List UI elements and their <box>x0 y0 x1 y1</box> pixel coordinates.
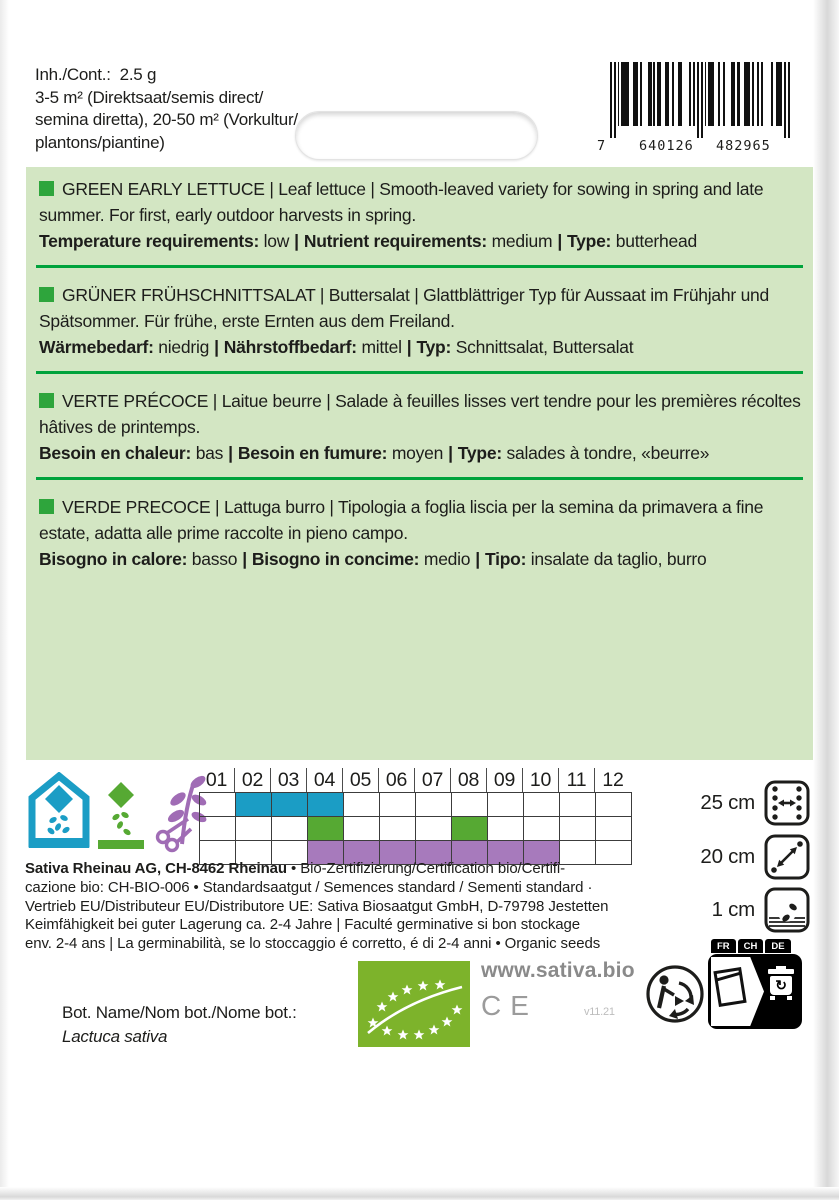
seed-packet-icon <box>713 967 746 1007</box>
calendar-cell-direct-sowing-10 <box>524 817 560 841</box>
ce-mark: CE <box>481 990 538 1021</box>
spec-label: Nährstoffbedarf: <box>223 337 357 357</box>
company-name: Sativa Rheinau AG, CH-8462 Rheinau <box>25 860 287 877</box>
description-text: VERDE PRECOCE | Lattuga burro | Tipologia a foglia liscia per la semina da primavera a fine estate, adatta alle prime raccolte in pieno campo. <box>39 497 764 543</box>
company-line: Vertrieb EU/Distributeur EU/Distributore UE: Sativa Biosaatgut GmbH, D-79798 Jestetten <box>25 897 609 915</box>
description-text: GRÜNER FRÜHSCHNITTSALAT | Buttersalat | Glattblättriger Typ für Aussaat im Frühjahr und Spätsommer. Für frühe, erste Ernten aus dem Freiland. <box>39 285 770 331</box>
botanical-label: Bot. Name/Nom bot./Nome bot.: <box>62 1003 297 1022</box>
spacing-label: 1 cm <box>711 898 755 921</box>
calendar-cell-indoor-sowing-03 <box>272 793 308 817</box>
spec-line <box>39 546 801 572</box>
description-text: GREEN EARLY LETTUCE | Leaf lettuce | Smooth-leaved variety for sowing in spring and late summer. For first, early outdoor harvests in spring. <box>39 179 764 225</box>
separator: | <box>475 549 480 569</box>
calendar-cell-direct-sowing-09 <box>488 817 524 841</box>
spec-label: Besoin en fumure: <box>237 443 388 463</box>
month-label: 12 <box>602 769 624 791</box>
spacing-row-25cm <box>640 780 810 826</box>
calendar-cell-direct-sowing-01 <box>200 817 236 841</box>
calendar-cell-indoor-sowing-09 <box>488 793 524 817</box>
spec-value: moyen <box>391 443 444 463</box>
green-square-bullet-icon <box>39 393 54 408</box>
calendar-cell-indoor-sowing-01 <box>200 793 236 817</box>
version-number: v11.21 <box>584 1006 615 1018</box>
spec-value: Schnittsalat, Buttersalat <box>455 337 634 357</box>
month-label: 11 <box>559 768 595 792</box>
photo-edge-right <box>813 0 839 1200</box>
month-label: 03 <box>271 768 307 792</box>
spec-value: low <box>263 231 290 251</box>
barcode-group2: 482965 <box>713 138 774 154</box>
contents-line: plantons/piantine) <box>35 132 165 152</box>
contents-line: 3-5 m² (Direktsaat/semis direct/ <box>35 87 264 107</box>
spec-value: insalate da taglio, burro <box>530 549 707 569</box>
spec-label: Bisogno in calore: <box>39 549 188 569</box>
month-label: 07 <box>415 768 451 792</box>
spec-label: Besoin en chaleur: <box>39 443 192 463</box>
company-line: env. 2-4 ans | La germinabilità, se lo stoccaggio é corretto, é di 2-4 anni • Organic seeds <box>25 935 601 953</box>
calendar-cell-indoor-sowing-10 <box>524 793 560 817</box>
month-label: 08 <box>451 768 487 792</box>
spec-line <box>39 334 801 360</box>
spec-value: butterhead <box>615 231 697 251</box>
calendar-cell-direct-sowing-06 <box>380 817 416 841</box>
sowing-calendar <box>199 768 632 865</box>
calendar-cell-direct-sowing-03 <box>272 817 308 841</box>
spec-value: salades à tondre, «beurre» <box>506 443 710 463</box>
separator: | <box>406 337 412 357</box>
botanical-name: Lactuca sativa <box>62 1027 168 1046</box>
triman-recycling-icon <box>644 962 706 1031</box>
company-line-rest: • Bio-Zertifizierung/Certification bio/Certifi- <box>286 860 565 877</box>
barcode-bars <box>610 62 792 138</box>
variety-description <box>39 176 801 228</box>
sorting-instruction-label <box>708 939 802 1031</box>
company-certification-text <box>25 860 608 954</box>
barcode-prefix: 7 <box>597 138 607 154</box>
photo-edge-bottom <box>0 1187 839 1200</box>
company-line: cazione bio: CH-BIO-006 • Standardsaatgut / Semences standard / Sementi standard · <box>25 878 593 896</box>
description-block-french <box>26 379 813 469</box>
euro-hang-hole <box>295 111 538 160</box>
separator: | <box>242 549 247 569</box>
spec-label: Type: <box>457 443 502 463</box>
contents-line: semina diretta), 20-50 m² (Vorkultur/ <box>35 110 298 129</box>
spec-label: Wärmebedarf: <box>39 337 154 357</box>
direct-sowing-icon <box>97 772 145 854</box>
spec-value: basso <box>191 549 238 569</box>
calendar-cell-direct-sowing-08 <box>452 817 488 841</box>
row-spacing-icon <box>764 780 810 826</box>
month-label: 09 <box>487 768 523 792</box>
green-square-bullet-icon <box>39 181 54 196</box>
variety-description <box>39 494 801 546</box>
green-square-bullet-icon <box>39 499 54 514</box>
spacing-row-20cm <box>640 834 810 880</box>
calendar-cell-indoor-sowing-12 <box>596 793 632 817</box>
separator: | <box>214 337 219 357</box>
barcode-group1: 640126 <box>636 138 697 154</box>
ean-barcode <box>597 62 792 154</box>
month-label: 04 <box>307 768 343 792</box>
spec-label: Type: <box>567 231 612 251</box>
calendar-cell-indoor-sowing-04 <box>308 793 344 817</box>
tab-ch: CH <box>738 939 764 953</box>
contents-info <box>35 64 298 154</box>
separator: | <box>228 443 233 463</box>
calendar-cell-indoor-sowing-02 <box>236 793 272 817</box>
spec-label: Bisogno in concime: <box>251 549 420 569</box>
recycling-bin-icon <box>767 966 795 1000</box>
company-line: Keimfähigkeit bei guter Lagerung ca. 2-4 Jahre | Faculté germinative si bon stockage <box>25 916 580 934</box>
green-divider <box>36 477 803 480</box>
separator: | <box>557 231 562 251</box>
variety-description <box>39 282 801 334</box>
month-label: 06 <box>379 768 415 792</box>
month-label: 05 <box>343 768 379 792</box>
eu-organic-logo <box>358 961 470 1047</box>
spec-value: niedrig <box>158 337 210 357</box>
description-block-german <box>26 273 813 363</box>
green-divider <box>36 371 803 374</box>
month-label: 02 <box>235 768 271 792</box>
company-line <box>25 860 608 879</box>
green-divider <box>36 265 803 268</box>
plant-spacing-icon <box>764 834 810 880</box>
calendar-cell-indoor-sowing-08 <box>452 793 488 817</box>
calendar-month-header <box>199 768 632 792</box>
spacing-label: 20 cm <box>700 845 755 868</box>
botanical-name-block <box>62 1001 297 1049</box>
spec-label: Tipo: <box>484 549 527 569</box>
description-panel <box>26 167 813 760</box>
spec-label: Temperature requirements: <box>39 231 260 251</box>
tab-de: DE <box>765 939 790 953</box>
spec-value: medium <box>491 231 553 251</box>
calendar-cell-indoor-sowing-11 <box>560 793 596 817</box>
calendar-cell-indoor-sowing-05 <box>344 793 380 817</box>
tab-fr: FR <box>711 939 736 953</box>
month-label: 01 <box>199 768 235 792</box>
website-url: www.sativa.bio <box>481 959 635 982</box>
separator: | <box>294 231 299 251</box>
calendar-cell-direct-sowing-12 <box>596 817 632 841</box>
month-label: 10 <box>523 768 559 792</box>
description-block-english <box>26 167 813 257</box>
calendar-row-icons <box>28 772 208 854</box>
description-block-italian <box>26 485 813 575</box>
sowing-depth-icon <box>764 887 810 933</box>
indoor-sowing-icon <box>28 772 90 854</box>
photo-edge-left <box>0 0 9 1200</box>
calendar-cell-indoor-sowing-06 <box>380 793 416 817</box>
calendar-cell-direct-sowing-05 <box>344 817 380 841</box>
separator: | <box>448 443 453 463</box>
description-text: VERTE PRÉCOCE | Laitue beurre | Salade à feuilles lisses vert tendre pour les premières récoltes hâtives de printemps. <box>39 391 801 437</box>
calendar-cell-direct-sowing-02 <box>236 817 272 841</box>
spec-line <box>39 440 801 466</box>
spec-value: bas <box>195 443 224 463</box>
spacing-row-1cm <box>640 887 810 933</box>
contents-line: Inh./Cont.: 2.5 g <box>35 65 157 84</box>
spec-label: Nutrient requirements: <box>303 231 487 251</box>
spec-value: medio <box>423 549 471 569</box>
spec-label: Typ: <box>416 337 452 357</box>
country-tabs <box>711 939 791 953</box>
green-square-bullet-icon <box>39 287 54 302</box>
spacing-label: 25 cm <box>700 791 755 814</box>
calendar-cell-direct-sowing-04 <box>308 817 344 841</box>
calendar-cell-direct-sowing-07 <box>416 817 452 841</box>
sorting-body <box>708 954 802 1029</box>
spec-line <box>39 228 801 254</box>
calendar-cell-direct-sowing-11 <box>560 817 596 841</box>
spec-value: mittel <box>361 337 402 357</box>
variety-description <box>39 388 801 440</box>
calendar-grid <box>199 792 632 865</box>
calendar-cell-indoor-sowing-07 <box>416 793 452 817</box>
